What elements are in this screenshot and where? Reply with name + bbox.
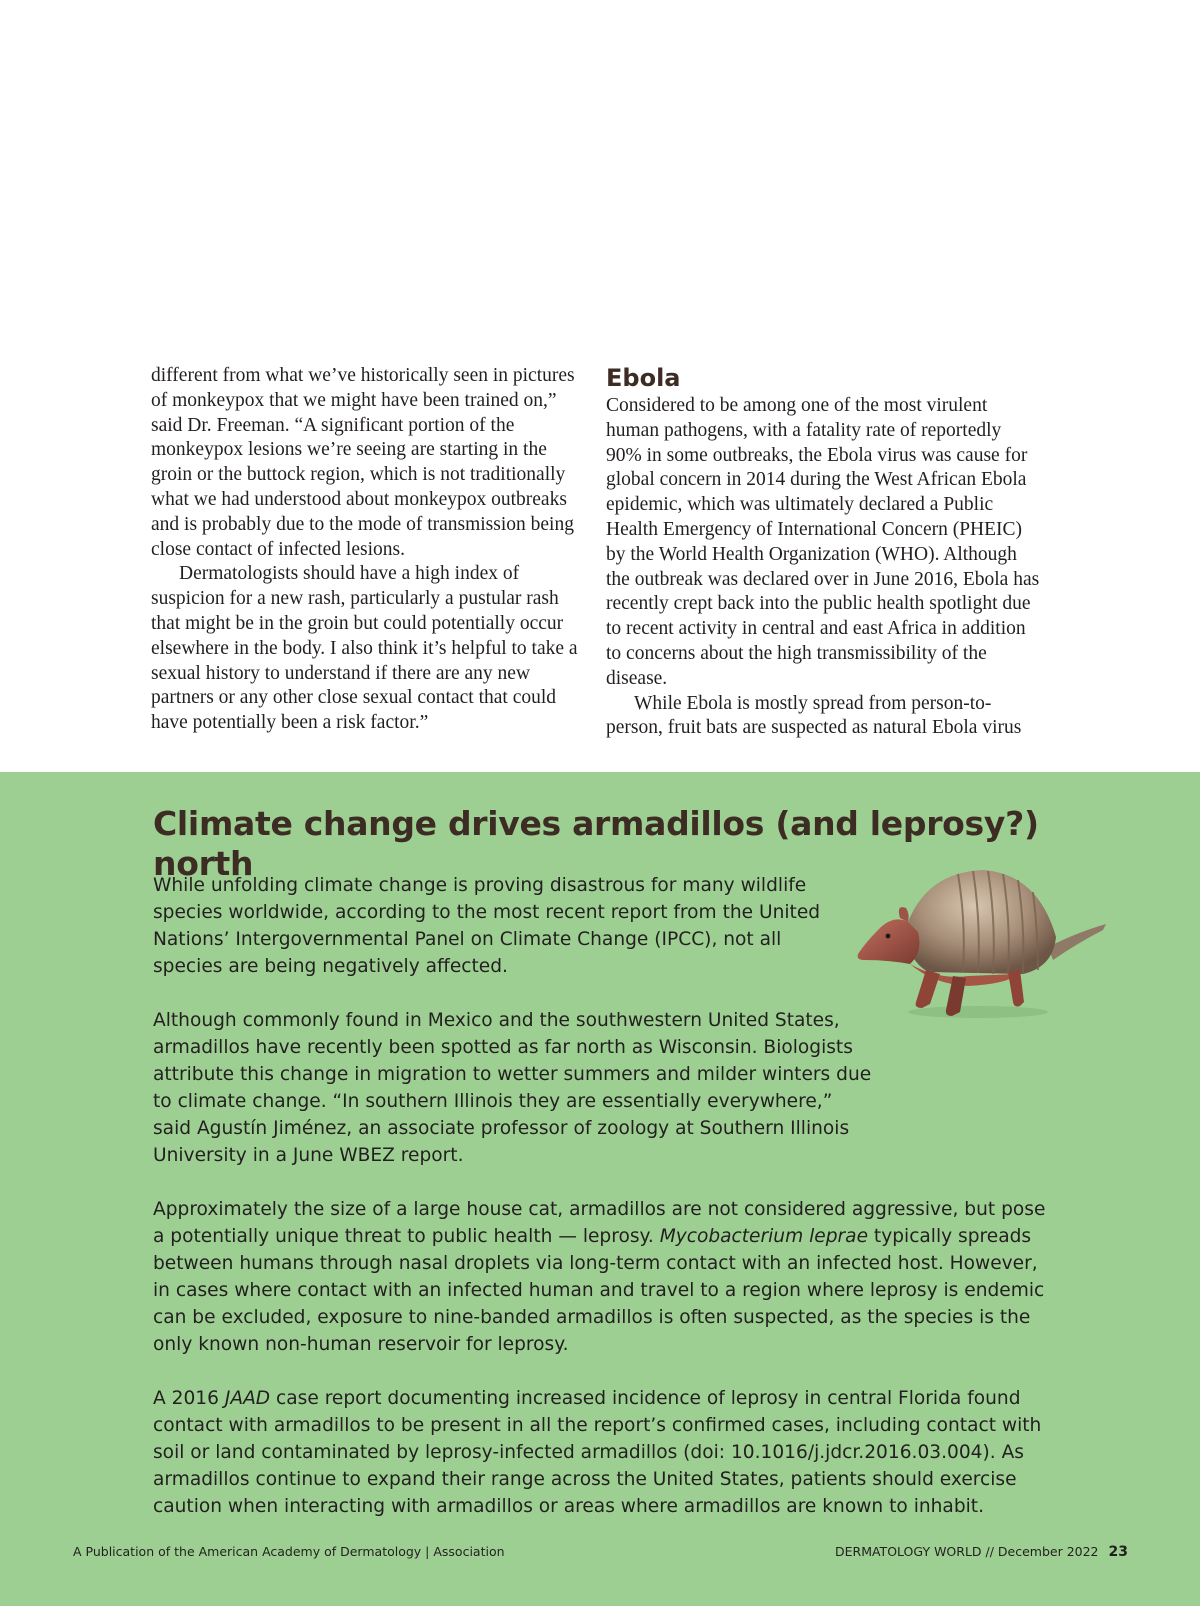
sidebar-title: Climate change drives armadillos (and leprosy?) north: [153, 804, 1039, 883]
footer-issue-info: [835, 1544, 1128, 1560]
sidebar-paragraph-3-lead: Approximately the size of a large house cat, armadillos are not considered aggressive, but pose a potentially unique threat to public health — leprosy.: [153, 1199, 1046, 1247]
left-column: [151, 364, 587, 736]
species-name: Mycobacterium leprae: [659, 1226, 869, 1247]
sidebar-paragraph-4-lead: A 2016: [153, 1388, 225, 1409]
sidebar-paragraph-1: While unfolding climate change is proving disastrous for many wildlife species worldwide, according to the most recent report from the United Nations’ Intergovernmental Panel on Climate Change (IPCC), not all species are being negatively affected.: [153, 875, 821, 977]
article-columns: [151, 364, 1041, 754]
monkeypox-quote-paragraph: different from what we’ve historically seen in pictures of monkeypox that we might have been trained on,” said Dr. Freeman. “A significant portion of the monkeypox lesions we’re seeing are starting in the groin or the buttock region, which is not traditionally what we had understood about monkeypox outbreaks and is probably due to the mode of transmission being close contact of infected lesions.: [151, 365, 575, 560]
armadillo-image: [848, 852, 1108, 1027]
sidebar-body: [153, 872, 1058, 1547]
footer-publisher: A Publication of the American Academy of Dermatology | Association: [73, 1544, 505, 1559]
sidebar-paragraph-4-rest: case report documenting increased incidence of leprosy in central Florida found contact with armadillos to be present in all the report’s confirmed cases, including contact with soil or land contaminated by leprosy-infected armadillos (doi: 10.1016/j.jdcr.2016.03.004). As armadillos continue to expand their range across the United States, patients should exercise caution when interacting with armadillos or areas where armadillos are known to inhabit.: [153, 1388, 1042, 1517]
footer-issue: DERMATOLOGY WORLD // December 2022: [834, 1544, 1099, 1559]
ebola-transmission-paragraph: While Ebola is mostly spread from person-to-person, fruit bats are suspected as natural Ebola virus: [606, 692, 1022, 739]
ebola-heading: Ebola: [606, 364, 681, 392]
sidebar-paragraph-3-rest: typically spreads between humans through nasal droplets via long-term contact with an infected host. However, in cases where contact with an infected human and travel to a region where leprosy is endemic can be excluded, exposure to nine-banded armadillos is often suspected, as the species is the only known non-human reservoir for leprosy.: [153, 1226, 1045, 1355]
page-number: 23: [1108, 1544, 1128, 1560]
armadillo-sidebar: [0, 772, 1200, 1606]
sidebar-paragraph-3: [153, 1196, 1058, 1358]
sidebar-paragraph-2: Although commonly found in Mexico and the southwestern United States, armadillos have recently been spotted as far north as Wisconsin. Biologists attribute this change in migration to wetter summers and milder winters due to climate change. “In southern Illinois they are essentially everywhere,” said Agustín Jiménez, an associate professor of zoology at Southern Illinois University in a June WBEZ report.: [153, 1010, 872, 1166]
sidebar-paragraph-4: [153, 1385, 1058, 1520]
dermatologists-advice-paragraph: Dermatologists should have a high index of suspicion for a new rash, particularly a pustular rash that might be in the groin but could potentially occur elsewhere in the body. I also think it’s helpful to take a sexual history to understand if there are any new partners or any other close sexual contact that could have potentially been a risk factor.”: [151, 563, 578, 734]
journal-name: JAAD: [224, 1388, 271, 1409]
ebola-intro-paragraph: Considered to be among one of the most virulent human pathogens, with a fatality rate of reportedly 90% in some outbreaks, the Ebola virus was cause for global concern in 2014 during the West African Ebola epidemic, which was ultimately declared a Public Health Emergency of International Concern (PHEIC) by the World Health Organization (WHO). Although the outbreak was declared over in June 2016, Ebola has recently crept back into the public health spotlight due to recent activity in central and east Africa in addition to concerns about the high transmissibility of the disease.: [606, 395, 1040, 689]
right-column: [606, 364, 1040, 741]
